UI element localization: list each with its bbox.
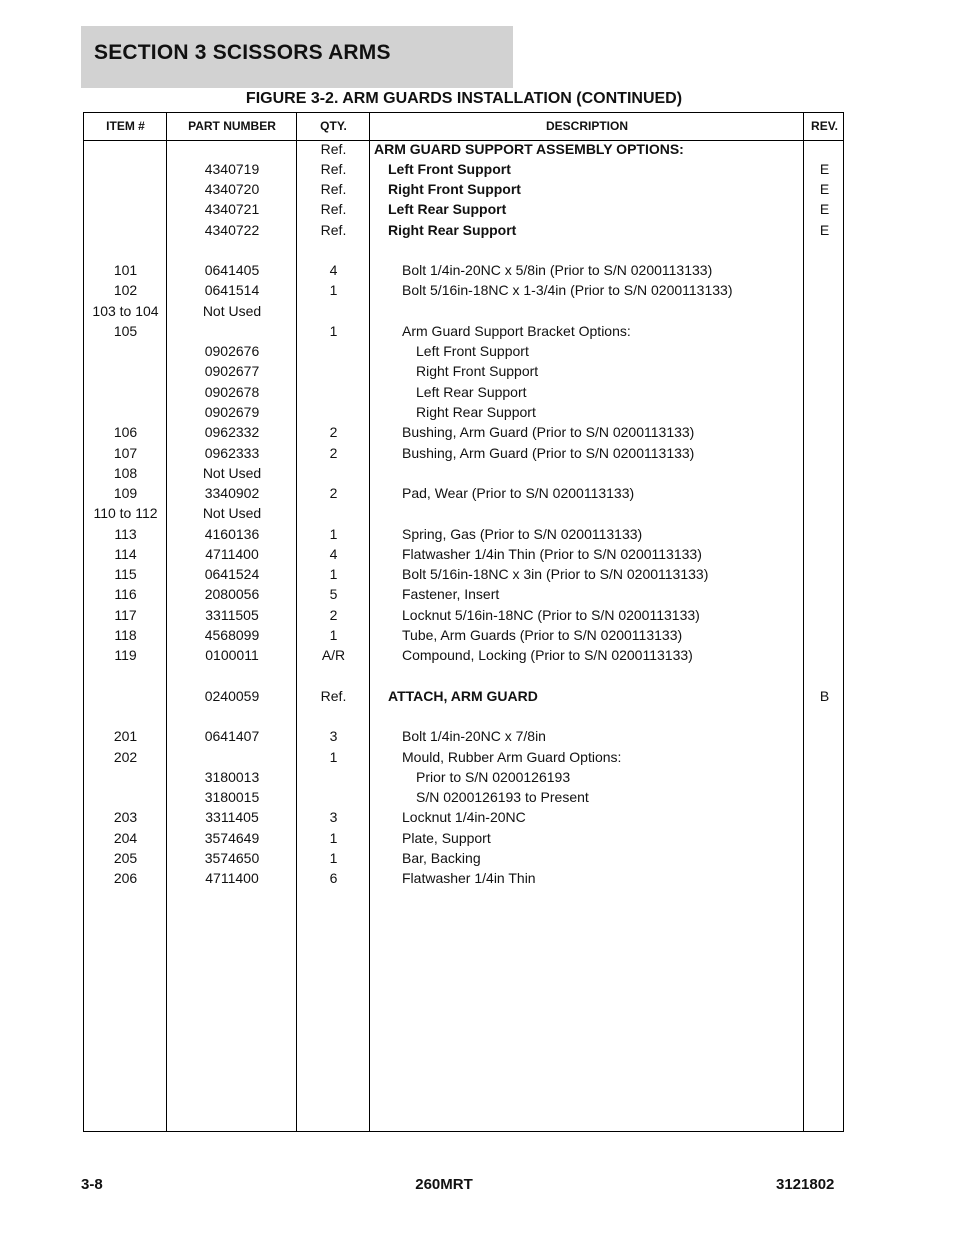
part-number: 0641514 — [204, 282, 260, 298]
model-name: 260MRT — [415, 1176, 473, 1193]
description: Bar, Backing — [402, 850, 481, 866]
table-row — [84, 280, 843, 300]
part-number: 3574650 — [204, 850, 260, 866]
table-row — [84, 564, 843, 584]
part-number: 0902677 — [204, 363, 260, 379]
item-number: 204 — [113, 830, 138, 846]
description: Mould, Rubber Arm Guard Options: — [402, 749, 622, 765]
header-qty: QTY. — [320, 119, 347, 133]
description: Right Rear Support — [416, 404, 536, 420]
quantity: 2 — [329, 485, 338, 501]
part-number: 4340720 — [204, 181, 260, 197]
item-number: 105 — [113, 323, 138, 339]
table-row — [84, 524, 843, 544]
part-number: 3311405 — [205, 809, 259, 825]
table-row — [84, 220, 843, 240]
quantity: 1 — [329, 323, 338, 339]
item-number: 205 — [113, 850, 138, 866]
description: Flatwasher 1/4in Thin (Prior to S/N 0200113133) — [402, 546, 702, 562]
description: Bolt 1/4in-20NC x 7/8in — [402, 728, 546, 744]
item-number: 118 — [114, 627, 137, 643]
table-row — [84, 463, 843, 483]
item-number: 114 — [114, 546, 137, 562]
part-number: 2080056 — [204, 586, 260, 602]
section-title: SECTION 3 SCISSORS ARMS — [94, 41, 391, 64]
description: Locknut 1/4in-20NC — [402, 809, 526, 825]
revision: E — [819, 201, 830, 217]
quantity: 2 — [329, 607, 338, 623]
table-row — [84, 402, 843, 422]
item-number: 110 to 112 — [93, 505, 158, 521]
table-row — [84, 726, 843, 746]
description: Right Front Support — [388, 181, 521, 197]
description: Fastener, Insert — [402, 586, 500, 602]
revision: E — [819, 181, 830, 197]
item-number: 113 — [114, 526, 137, 542]
description: S/N 0200126193 to Present — [416, 789, 589, 805]
table-row — [84, 382, 843, 402]
quantity: 1 — [329, 282, 338, 298]
description: ARM GUARD SUPPORT ASSEMBLY OPTIONS: — [374, 141, 684, 157]
quantity: 1 — [329, 749, 338, 765]
part-number: Not Used — [202, 303, 262, 319]
table-row — [84, 361, 843, 381]
table-row — [84, 422, 843, 442]
table-row — [84, 139, 843, 159]
part-number: 4711400 — [205, 870, 259, 886]
figure-title: FIGURE 3-2. ARM GUARDS INSTALLATION (CONTINUED) — [245, 90, 683, 107]
description: Spring, Gas (Prior to S/N 0200113133) — [402, 526, 643, 542]
quantity: Ref. — [320, 161, 347, 177]
part-number: Not Used — [202, 505, 262, 521]
header-description: DESCRIPTION — [545, 119, 628, 133]
table-row — [84, 787, 843, 807]
description: Arm Guard Support Bracket Options: — [402, 323, 631, 339]
part-number: 4160136 — [204, 526, 260, 542]
part-number: 0962332 — [204, 424, 260, 440]
quantity: 2 — [329, 424, 338, 440]
description: Flatwasher 1/4in Thin — [402, 870, 536, 886]
item-number: 109 — [113, 485, 138, 501]
part-number: 0641407 — [204, 728, 260, 744]
description: Locknut 5/16in-18NC (Prior to S/N 0200113133) — [402, 607, 700, 623]
parts-table — [83, 112, 844, 1132]
table-row — [84, 159, 843, 179]
revision: E — [819, 161, 830, 177]
quantity: 1 — [329, 566, 338, 582]
table-row — [84, 767, 843, 787]
table-row — [84, 503, 843, 523]
header-item: ITEM # — [106, 119, 145, 133]
table-row — [84, 443, 843, 463]
description: Bushing, Arm Guard (Prior to S/N 0200113133) — [402, 424, 695, 440]
table-row — [84, 807, 843, 827]
part-number: 4340722 — [204, 222, 260, 238]
item-number: 107 — [113, 445, 138, 461]
table-row — [84, 321, 843, 341]
table-row — [84, 301, 843, 321]
table-row — [84, 645, 843, 665]
table-row — [84, 179, 843, 199]
part-number: 4711400 — [205, 546, 259, 562]
table-row — [84, 747, 843, 767]
description: Bolt 5/16in-18NC x 3in (Prior to S/N 0200113133) — [402, 566, 709, 582]
table-row — [84, 686, 843, 706]
item-number: 115 — [114, 566, 137, 582]
part-number: 0902676 — [204, 343, 260, 359]
quantity: 1 — [329, 830, 338, 846]
revision: B — [819, 688, 830, 704]
quantity: 3 — [329, 728, 338, 744]
document-number: 3121802 — [776, 1176, 835, 1193]
description: Right Rear Support — [388, 222, 517, 238]
header-rev: REV. — [811, 119, 838, 133]
header-part-number: PART NUMBER — [188, 119, 276, 133]
table-row — [84, 625, 843, 645]
item-number: 201 — [113, 728, 138, 744]
table-row — [84, 828, 843, 848]
part-number: 4340719 — [204, 161, 260, 177]
item-number: 117 — [114, 607, 137, 623]
quantity: A/R — [321, 647, 346, 663]
part-number: 3180013 — [204, 769, 260, 785]
description: Tube, Arm Guards (Prior to S/N 0200113133) — [402, 627, 683, 643]
quantity: 1 — [329, 627, 338, 643]
quantity: 3 — [329, 809, 338, 825]
item-number: 119 — [114, 647, 137, 663]
item-number: 202 — [113, 749, 138, 765]
part-number: 3180015 — [204, 789, 260, 805]
table-row — [84, 584, 843, 604]
description: Left Front Support — [388, 161, 511, 177]
description: Pad, Wear (Prior to S/N 0200113133) — [402, 485, 635, 501]
part-number: 0902678 — [204, 384, 260, 400]
part-number: 0240059 — [204, 688, 260, 704]
table-row — [84, 199, 843, 219]
item-number: 108 — [113, 465, 138, 481]
part-number: Not Used — [202, 465, 262, 481]
part-number: 0100011 — [205, 647, 259, 663]
table-row — [84, 544, 843, 564]
part-number: 4340721 — [204, 201, 260, 217]
description: Plate, Support — [402, 830, 491, 846]
description: Left Rear Support — [416, 384, 527, 400]
item-number: 101 — [113, 262, 138, 278]
quantity: 2 — [329, 445, 338, 461]
quantity: 4 — [329, 262, 338, 278]
table-row — [84, 483, 843, 503]
item-number: 116 — [114, 586, 137, 602]
description: Right Front Support — [416, 363, 539, 379]
quantity: Ref. — [320, 688, 347, 704]
part-number: 4568099 — [204, 627, 260, 643]
item-number: 206 — [113, 870, 138, 886]
quantity: Ref. — [320, 181, 347, 197]
part-number: 0641405 — [204, 262, 260, 278]
quantity: 1 — [329, 850, 338, 866]
part-number: 0962333 — [204, 445, 260, 461]
part-number: 0902679 — [204, 404, 260, 420]
description: Bolt 1/4in-20NC x 5/8in (Prior to S/N 0200113133) — [402, 262, 713, 278]
description: Bushing, Arm Guard (Prior to S/N 0200113133) — [402, 445, 695, 461]
description: Compound, Locking (Prior to S/N 0200113133) — [402, 647, 693, 663]
table-row — [84, 868, 843, 888]
revision: E — [819, 222, 830, 238]
item-number: 106 — [113, 424, 138, 440]
item-number: 102 — [113, 282, 138, 298]
quantity: 6 — [329, 870, 338, 886]
table-row — [84, 341, 843, 361]
item-number: 103 to 104 — [92, 303, 159, 319]
item-number: 203 — [113, 809, 138, 825]
part-number: 3311505 — [205, 607, 259, 623]
table-row — [84, 848, 843, 868]
quantity: Ref. — [320, 222, 347, 238]
quantity: 5 — [329, 586, 338, 602]
quantity: Ref. — [320, 141, 347, 157]
quantity: 1 — [329, 526, 338, 542]
quantity: 4 — [329, 546, 338, 562]
description: Left Front Support — [416, 343, 529, 359]
part-number: 3574649 — [204, 830, 260, 846]
description: ATTACH, ARM GUARD — [388, 688, 538, 704]
description: Bolt 5/16in-18NC x 1-3/4in (Prior to S/N 0200113133) — [402, 282, 733, 298]
description: Prior to S/N 0200126193 — [416, 769, 571, 785]
quantity: Ref. — [320, 201, 347, 217]
part-number: 3340902 — [204, 485, 260, 501]
page-number: 3-8 — [81, 1176, 103, 1193]
table-row — [84, 260, 843, 280]
table-row — [84, 605, 843, 625]
description: Left Rear Support — [388, 201, 507, 217]
part-number: 0641524 — [204, 566, 260, 582]
